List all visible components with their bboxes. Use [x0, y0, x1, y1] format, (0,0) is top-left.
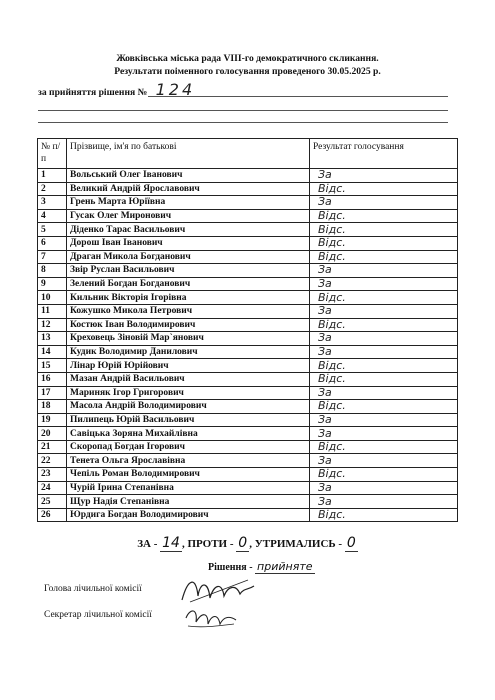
row-number: 7	[38, 250, 67, 264]
row-number: 20	[38, 427, 67, 441]
table-row	[38, 386, 458, 400]
secretary-signature	[182, 604, 242, 630]
deputy-name: Мазан Андрій Васильович	[67, 372, 310, 386]
row-number: 4	[38, 209, 67, 223]
deputy-name: Кильник Вікторія Ігорівна	[67, 291, 310, 305]
deputy-name: Мариняк Ігор Григорович	[67, 386, 310, 400]
table-row	[38, 223, 458, 237]
chair-signature	[178, 572, 258, 608]
table-row	[38, 508, 458, 522]
deputy-name: Великий Андрій Ярославович	[67, 182, 310, 196]
deputy-name: Вольський Олег Іванович	[67, 169, 310, 183]
row-number: 13	[38, 332, 67, 346]
abstain-label: , УТРИМАЛИСЬ -	[249, 538, 343, 550]
result-value: прийняте	[257, 560, 313, 573]
table-row	[38, 332, 458, 346]
vote-result: За	[310, 169, 458, 183]
vote-result: Відс.	[310, 223, 458, 237]
deputy-name: Лінар Юрій Юрійович	[67, 359, 310, 373]
row-number: 5	[38, 223, 67, 237]
for-label: ЗА -	[137, 538, 158, 550]
decision-label: за прийняття рішення №	[38, 87, 148, 98]
deputy-name: Грень Марта Юріївна	[67, 196, 310, 210]
vote-result: За	[310, 454, 458, 468]
vote-result: Відс.	[310, 182, 458, 196]
vote-result: За	[310, 413, 458, 427]
vote-result: За	[310, 304, 458, 318]
document-subtitle: Результати поіменного голосування проведеного 30.05.2025 р.	[114, 66, 381, 77]
deputy-name: Чурій Ірина Степанівна	[67, 481, 310, 495]
vote-result: Відс.	[310, 468, 458, 482]
row-number: 18	[38, 400, 67, 414]
vote-result: За	[310, 264, 458, 278]
row-number: 24	[38, 481, 67, 495]
table-row	[38, 169, 458, 183]
table-row	[38, 440, 458, 454]
table-row	[38, 468, 458, 482]
vote-result: За	[310, 345, 458, 359]
decision-underline	[148, 96, 448, 97]
row-number: 3	[38, 196, 67, 210]
vote-result: За	[310, 481, 458, 495]
row-number: 8	[38, 264, 67, 278]
row-number: 22	[38, 454, 67, 468]
vote-result: Відс.	[310, 359, 458, 373]
table-row	[38, 359, 458, 373]
table-row	[38, 413, 458, 427]
deputy-name: Гусак Олег Миронович	[67, 209, 310, 223]
voting-table	[37, 138, 458, 522]
secretary-label: Секретар лічильної комісії	[44, 610, 152, 620]
deputy-name: Звір Руслан Васильович	[67, 264, 310, 278]
deputy-name: Кожушко Микола Петрович	[67, 304, 310, 318]
table-row	[38, 209, 458, 223]
result-label: Рішення -	[208, 562, 253, 573]
abstain-value: 0	[346, 535, 356, 551]
table-row	[38, 372, 458, 386]
row-number: 23	[38, 468, 67, 482]
against-value: 0	[238, 535, 248, 551]
row-number: 21	[38, 440, 67, 454]
vote-result: Відс.	[310, 508, 458, 522]
deputy-name: Масола Андрій Володимирович	[67, 400, 310, 414]
table-row	[38, 318, 458, 332]
against-label: , ПРОТИ -	[181, 538, 234, 550]
row-number: 1	[38, 169, 67, 183]
table-row	[38, 304, 458, 318]
blank-line	[38, 110, 448, 111]
decision-number: 124	[155, 80, 196, 99]
table-row	[38, 427, 458, 441]
table-row	[38, 196, 458, 210]
deputy-name: Юрдига Богдан Володимирович	[67, 508, 310, 522]
deputy-name: Дорош Іван Іванович	[67, 236, 310, 250]
deputy-name: Щур Надія Степанівна	[67, 495, 310, 509]
vote-result: За	[310, 427, 458, 441]
for-value: 14	[162, 535, 180, 551]
table-row	[38, 454, 458, 468]
row-number: 11	[38, 304, 67, 318]
header-name: Прізвище, ім'я по батькові	[67, 139, 310, 169]
vote-result: За	[310, 332, 458, 346]
vote-result: Відс.	[310, 291, 458, 305]
row-number: 10	[38, 291, 67, 305]
row-number: 26	[38, 508, 67, 522]
table-row	[38, 400, 458, 414]
blank-line	[38, 122, 448, 123]
vote-result: За	[310, 495, 458, 509]
deputy-name: Костюк Іван Володимирович	[67, 318, 310, 332]
row-number: 15	[38, 359, 67, 373]
table-row	[38, 481, 458, 495]
table-header-row	[38, 139, 458, 169]
table-row	[38, 495, 458, 509]
document-title: Жовківська міська рада VIII-го демократичного скликання.	[116, 53, 379, 64]
vote-result: Відс.	[310, 372, 458, 386]
deputy-name: Зелений Богдан Богданович	[67, 277, 310, 291]
chair-label: Голова лічильної комісії	[44, 584, 142, 594]
vote-result: Відс.	[310, 400, 458, 414]
deputy-name: Савіцька Зоряна Михайлівна	[67, 427, 310, 441]
row-number: 17	[38, 386, 67, 400]
vote-result: За	[310, 386, 458, 400]
deputy-name: Креховець Зіновій Мар`янович	[67, 332, 310, 346]
table-row	[38, 264, 458, 278]
vote-result: За	[310, 196, 458, 210]
vote-result: Відс.	[310, 236, 458, 250]
row-number: 16	[38, 372, 67, 386]
table-row	[38, 236, 458, 250]
deputy-name: Драган Микола Богданович	[67, 250, 310, 264]
deputy-name: Пилипець Юрій Васильович	[67, 413, 310, 427]
row-number: 9	[38, 277, 67, 291]
row-number: 12	[38, 318, 67, 332]
deputy-name: Кудик Володимир Данилович	[67, 345, 310, 359]
row-number: 19	[38, 413, 67, 427]
row-number: 2	[38, 182, 67, 196]
header-num: № п/п	[38, 139, 67, 169]
deputy-name: Скоропад Богдан Ігорович	[67, 440, 310, 454]
table-row	[38, 277, 458, 291]
vote-summary	[0, 535, 495, 551]
vote-result: Відс.	[310, 318, 458, 332]
vote-result: Відс.	[310, 250, 458, 264]
header-result: Результат голосування	[310, 139, 458, 169]
table-row	[38, 291, 458, 305]
table-row	[38, 345, 458, 359]
vote-result: Відс.	[310, 440, 458, 454]
deputy-name: Діденко Тарас Васильович	[67, 223, 310, 237]
table-row	[38, 250, 458, 264]
deputy-name: Чепіль Роман Володимирович	[67, 468, 310, 482]
table-row	[38, 182, 458, 196]
vote-result: За	[310, 277, 458, 291]
deputy-name: Тенета Ольга Ярославівна	[67, 454, 310, 468]
row-number: 6	[38, 236, 67, 250]
row-number: 25	[38, 495, 67, 509]
vote-result: Відс.	[310, 209, 458, 223]
row-number: 14	[38, 345, 67, 359]
